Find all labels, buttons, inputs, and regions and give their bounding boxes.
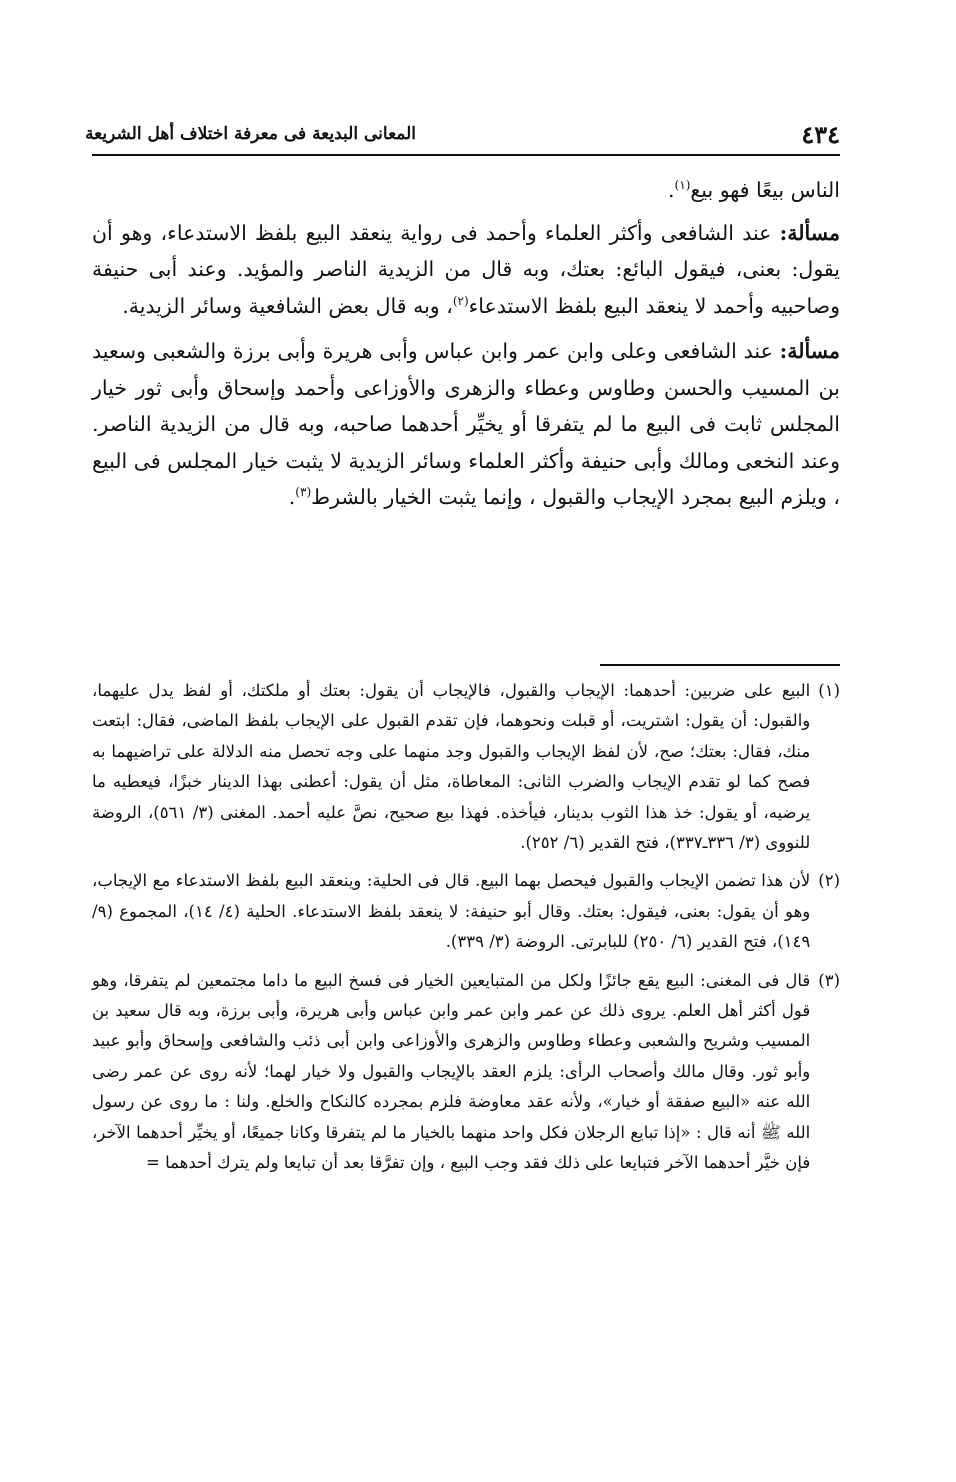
issue-heading: مسألة:: [779, 220, 840, 245]
footnote-3: [92, 966, 840, 1179]
footnote-ref[interactable]: (٢): [452, 293, 469, 308]
paragraph-tail: .: [668, 178, 675, 202]
footnote-number: (٢): [818, 871, 840, 891]
footnote-1: [92, 676, 840, 858]
footnote-ref[interactable]: (١): [674, 178, 691, 193]
paragraph-issue-khiyar: [92, 333, 840, 516]
paragraph-tail: .: [288, 485, 296, 509]
paragraph-tail: ، وبه قال بعض الشافعية وسائر الزيدية.: [122, 293, 453, 318]
footnote-text: البيع على ضربين: أحدهما: الإيجاب والقبول، فالإيجاب أن يقول: بعتك أو ملكتك، أو لفظ يدل عليهما، والقبول: أن يقول: اشتريت، أو قبلت ونحوهما، فإن تقدم القبول على الإيجاب بلفظ الماضى، فقال: ابتعت منك، فقال: بعتك؛ صح، لأن لفظ الإيجاب والقبول وجد منهما على وجه تحصل منه الدلالة على تراضيهما به فصح كما لو تقدم الإيجاب والضرب الثانى: المعاطاة، مثل أن يقول: أعطنى بهذا الدينار خبزًا، فيعطيه ما يرضيه، أو يقول: خذ هذا الثوب بدينار، فيأخذه. فهذا بيع صحيح، نصَّ عليه أحمد. المغنى (٣/ ٥٦١)، الروضة للنووى (٣/ ٣٣٦ـ٣٣٧)، فتح القدير (٦/ ٢٥٢).: [92, 681, 811, 853]
footnote-text: لأن هذا تضمن الإيجاب والقبول فيحصل بهما البيع. قال فى الحلية: وينعقد البيع بلفظ الاستدعاء مع الإيجاب، وهو أن يقول: بعنى، فيقول: بعتك. وقال أبو حنيفة: لا ينعقد بلفظ الاستدعاء. الحلية (٤/ ١٤)، المجموع (٩/ ١٤٩)، فتح القدير (٦/ ٢٥٠) للبابرتى. الروضة (٣/ ٣٣٩).: [92, 871, 811, 952]
footnote-number: (١): [818, 681, 840, 700]
footnote-2: [92, 866, 840, 957]
page-number: ٤٣٤: [801, 120, 840, 149]
paragraph-issue-istida: [92, 215, 840, 325]
book-page: [85, 0, 840, 1482]
header-rule: [92, 154, 840, 156]
running-title: المعانى البديعة فى معرفة اختلاف أهل الشريعة: [85, 124, 416, 144]
footnotes: [92, 676, 840, 1187]
paragraph-continuation: [92, 172, 840, 209]
main-text: [92, 172, 840, 525]
footnote-number: (٣): [818, 970, 840, 990]
page-header: [85, 118, 840, 158]
paragraph-text: الناس بيعًا فهو بيع: [690, 178, 840, 202]
issue-heading: مسألة:: [779, 339, 840, 363]
paragraph-text: عند الشافعى وأكثر العلماء وأحمد فى رواية ينعقد البيع بلفظ الاستدعاء، وهو أن يقول: بعنى، فيقول البائع: بعتك، وبه قال من الزيدية الناصر والمؤيد. وعند أبى حنيفة وصاحبيه وأحمد لا ينعقد البيع بلفظ الاستدعاء: [92, 220, 840, 318]
footnote-ref[interactable]: (٣): [295, 485, 312, 500]
footnote-separator: [600, 664, 840, 666]
paragraph-text: عند الشافعى وعلى وابن عمر وابن عباس وأبى هريرة وأبى برزة والشعبى وسعيد بن المسيب والحسن وطاوس وعطاء والزهرى والأوزاعى وأحمد وإسحاق وأبى ثور خيار المجلس ثابت فى البيع ما لم يتفرقا أو يخيِّر أحدهما صاحبه، وبه قال من الزيدية الناصر. وعند النخعى ومالك وأبى حنيفة وأكثر العلماء وسائر الزيدية لا يثبت خيار المجلس فى البيع ، ويلزم البيع بمجرد الإيجاب والقبول ، وإنما يثبت الخيار بالشرط: [92, 339, 840, 509]
footnote-text: قال فى المغنى: البيع يقع جائزًا ولكل من المتبايعين الخيار فى فسخ البيع ما داما مجتمعين لم يتفرقا، وهو قول أكثر أهل العلم. يروى ذلك عن عمر وابن عمر وابن عباس وأبى هريرة، وأبى برزة، وبه قال سعيد بن المسيب وشريح والشعبى وعطاء وطاوس والزهرى والأوزاعى وابن أبى ذئب والشافعى وإسحاق وأبو عبيد وأبو ثور. وقال مالك وأصحاب الرأى: يلزم العقد بالإيجاب والقبول ولا خيار لهما؛ لأنه روى عن عمر رضى الله عنه «البيع صفقة أو خيار»، ولأنه عقد معاوضة فلزم بمجرده كالنكاح والخلع. ولنا : ما روى عن رسول الله ﷺ أنه قال : «إذا تبايع الرجلان فكل واحد منهما بالخيار ما لم يتفرقا وكانا جميعًا، أو يخيِّر أحدهما الآخر، فإن خيَّر أحدهما الآخر فتبايعا على ذلك فقد وجب البيع ، وإن تفرَّقا بعد أن تبايعا ولم يترك أحدهما =: [92, 970, 811, 1173]
